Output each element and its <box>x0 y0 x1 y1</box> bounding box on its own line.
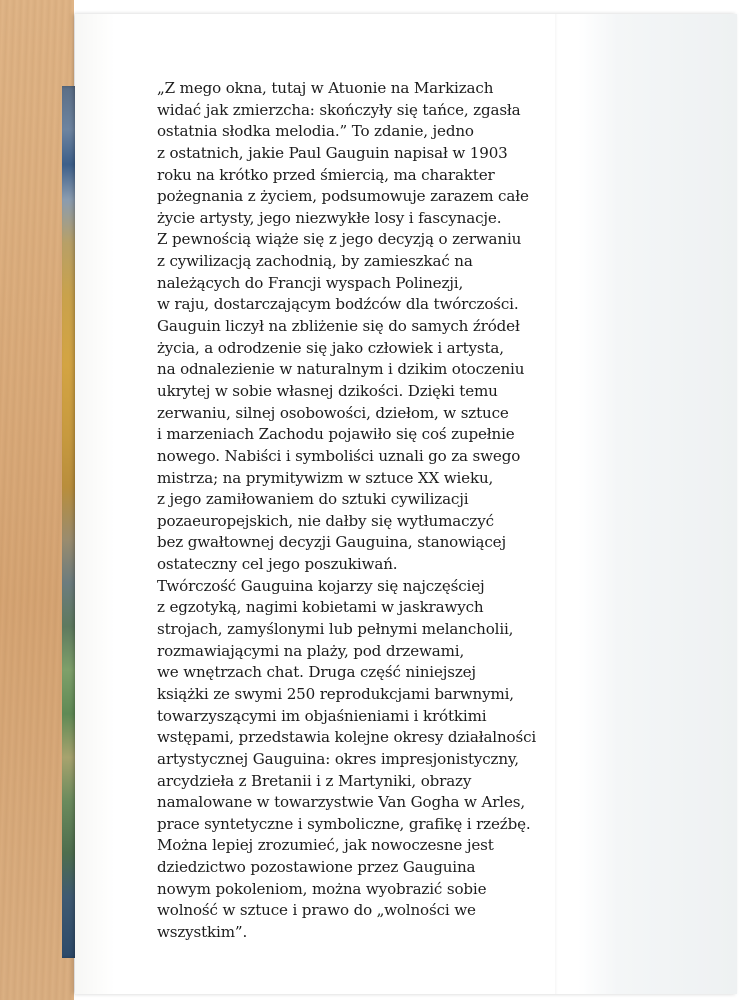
text-line: Z pewnością wiąże się z jego decyzją o zerwaniu <box>157 230 522 249</box>
text-line: na odnalezienie w naturalnym i dzikim otoczeniu <box>157 360 525 379</box>
text-line: ostateczny cel jego poszukiwań. <box>157 555 398 574</box>
text-line: wolność w sztuce i prawo do „wolności we <box>157 901 476 920</box>
text-line: z egzotyką, nagimi kobietami w jaskrawych <box>157 598 484 617</box>
text-line: dziedzictwo pozostawione przez Gauguina <box>157 858 476 877</box>
text-line: wszystkim”. <box>157 922 248 941</box>
text-line: zerwaniu, silnej osobowości, dziełom, w sztuce <box>157 403 509 422</box>
text-line: Twórczość Gauguina kojarzy się najczęściej <box>157 576 485 595</box>
text-line: prace syntetyczne i symboliczne, grafikę i rzeźbę. <box>157 814 531 833</box>
text-line: namalowane w towarzystwie Van Gogha w Arles, <box>157 793 525 812</box>
text-line: nowym pokoleniom, można wyobrazić sobie <box>157 879 487 898</box>
text-line: należących do Francji wyspach Polinezji, <box>157 273 464 292</box>
text-line: ukrytej w sobie własnej dzikości. Dzięki temu <box>157 381 498 400</box>
text-line: artystycznej Gauguina: okres impresjonistyczny, <box>157 749 519 768</box>
text-line: rozmawiającymi na plaży, pod drzewami, <box>157 641 465 660</box>
text-line: mistrza; na prymitywizm w sztuce XX wieku, <box>157 468 494 487</box>
text-line: strojach, zamyślonymi lub pełnymi melancholii, <box>157 620 514 639</box>
body-paragraph <box>157 78 557 944</box>
text-line: Można lepiej zrozumieć, jak nowoczesne jest <box>157 836 494 855</box>
text-line: towarzyszącymi im objaśnieniami i krótkimi <box>157 706 487 725</box>
text-line: życia, a odrodzenie się jako człowiek i artysta, <box>157 338 504 357</box>
text-line: „Z mego okna, tutaj w Atuonie na Markizach <box>157 79 494 97</box>
text-line: Gauguin liczył na zbliżenie się do samych źródeł <box>157 317 520 336</box>
text-line: i marzeniach Zachodu pojawiło się coś zupełnie <box>157 425 515 444</box>
text-line: książki ze swymi 250 reprodukcjami barwnymi, <box>157 684 514 703</box>
text-line: bez gwałtownej decyzji Gauguina, stanowiącej <box>157 533 506 552</box>
text-line: z jego zamiłowaniem do sztuki cywilizacji <box>157 490 469 509</box>
text-line: widać jak zmierzcha: skończyły się tańce, zgasła <box>157 100 521 119</box>
text-line: we wnętrzach chat. Druga część niniejszej <box>157 663 476 682</box>
text-line: z ostatnich, jakie Paul Gauguin napisał w 1903 <box>157 143 508 162</box>
text-line: z cywilizacją zachodnią, by zamieszkać na <box>157 252 473 271</box>
text-line: nowego. Nabiści i symboliści uznali go za swego <box>157 446 521 465</box>
text-line: ostatnia słodka melodia.” To zdanie, jedno <box>157 122 474 141</box>
text-line: pożegnania z życiem, podsumowuje zarazem całe <box>157 187 529 206</box>
text-line: w raju, dostarczającym bodźców dla twórczości. <box>157 295 519 314</box>
text-line: pozaeuropejskich, nie dałby się wytłumaczyć <box>157 511 494 530</box>
text-line: arcydzieła z Bretanii i z Martyniki, obrazy <box>157 771 472 790</box>
text-line: roku na krótko przed śmiercią, ma charakter <box>157 165 495 184</box>
text-line: życie artysty, jego niezwykłe losy i fascynacje. <box>157 208 502 227</box>
text-line: wstępami, przedstawia kolejne okresy działalności <box>157 728 537 747</box>
